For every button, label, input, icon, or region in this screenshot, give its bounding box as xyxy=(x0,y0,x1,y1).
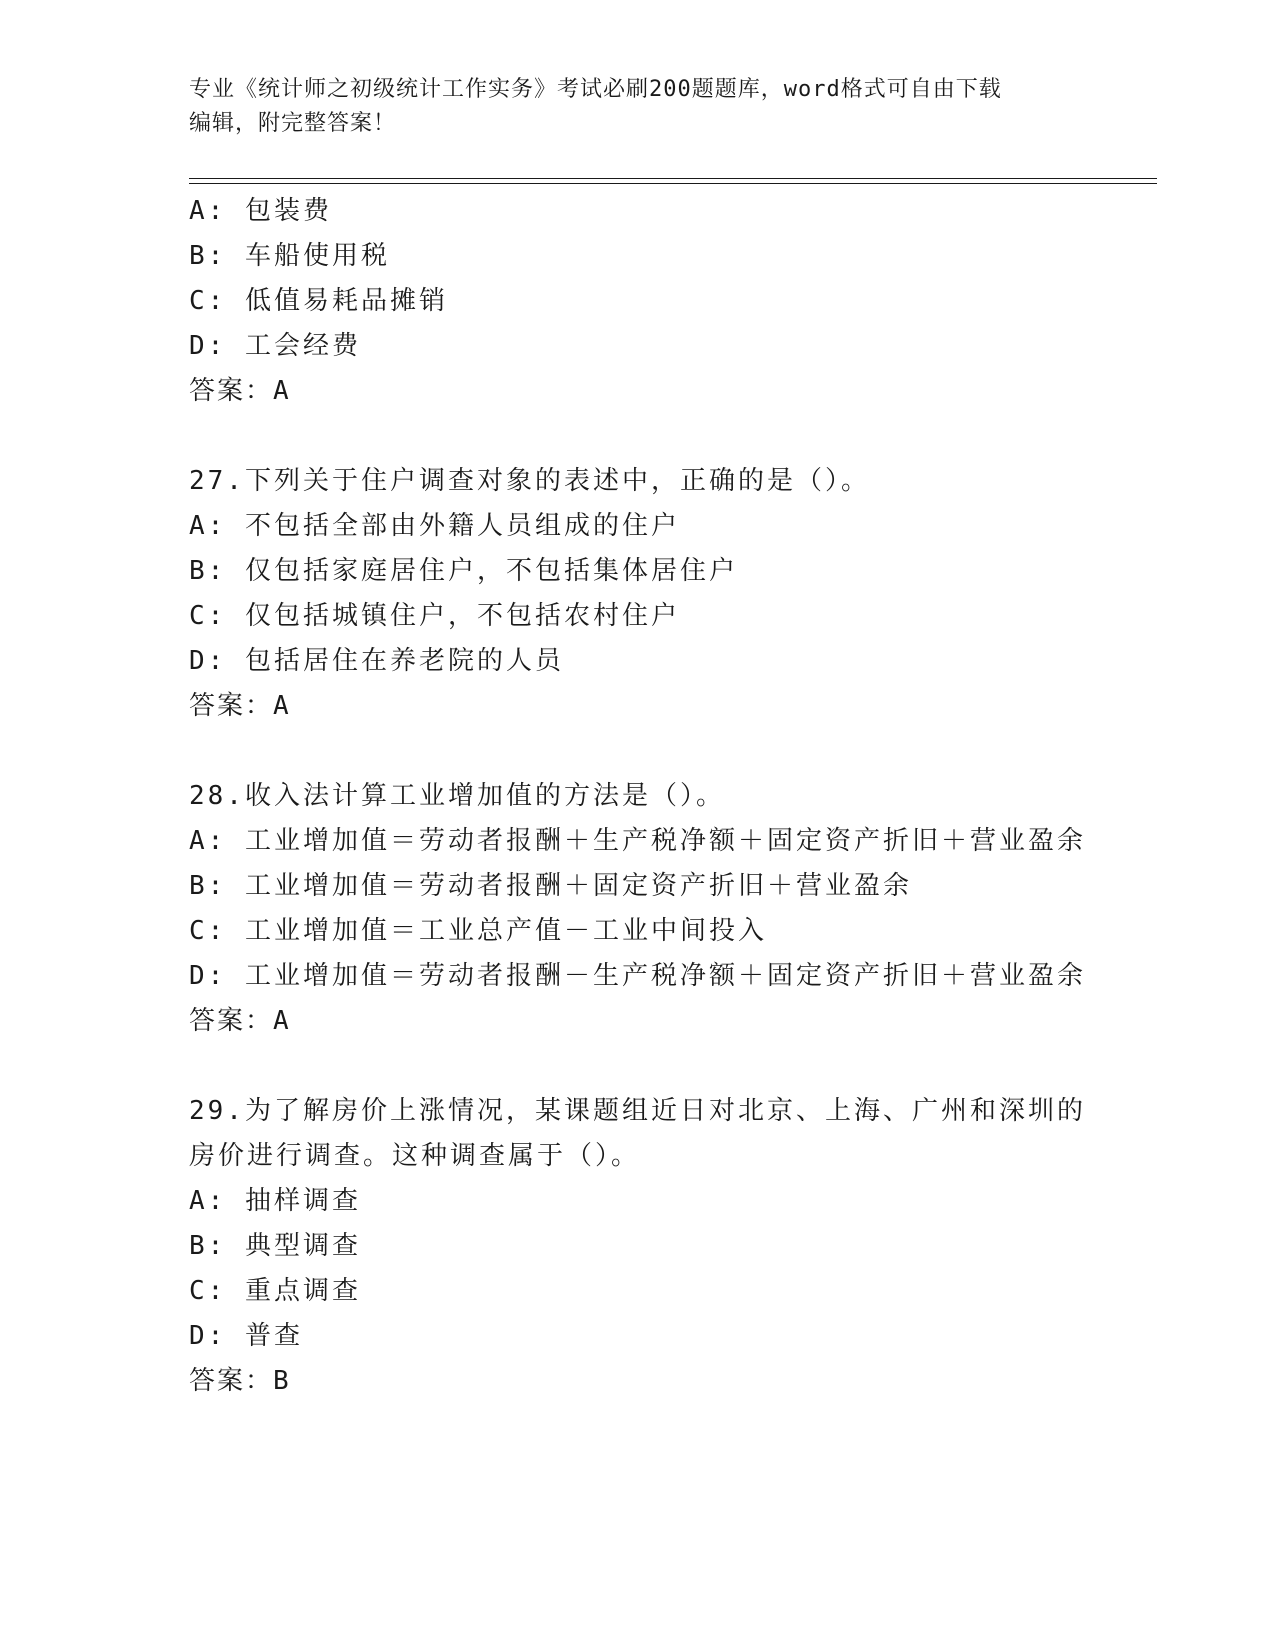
document-header xyxy=(189,73,1069,141)
q26-option-b: B: 车船使用税 xyxy=(189,241,390,271)
q26-option-c: C: 低值易耗品摊销 xyxy=(189,286,448,316)
q26-answer-label: 答案： xyxy=(189,376,274,406)
q27-answer xyxy=(189,689,291,723)
q27-answer-value: A xyxy=(273,691,291,721)
q28-option-a: A: 工业增加值＝劳动者报酬＋生产税净额＋固定资产折旧＋营业盈余 xyxy=(189,826,1086,856)
q28-answer-value: A xyxy=(273,1006,291,1036)
q29-option-c: C: 重点调查 xyxy=(189,1276,361,1306)
q27-answer-label: 答案： xyxy=(189,691,274,721)
q27-option-b: B: 仅包括家庭居住户，不包括集体居住户 xyxy=(189,556,738,586)
q28-answer-label: 答案： xyxy=(189,1006,274,1036)
q27-option-a: A: 不包括全部由外籍人员组成的住户 xyxy=(189,511,680,541)
q29-option-b: B: 典型调查 xyxy=(189,1231,361,1261)
header-line-2: 编辑，附完整答案！ xyxy=(189,111,397,136)
q26-option-d: D: 工会经费 xyxy=(189,331,361,361)
q29-option-d: D: 普查 xyxy=(189,1321,303,1351)
q26-option-a: A: 包装费 xyxy=(189,196,332,226)
q29-stem-line-1: 29.为了解房价上涨情况，某课题组近日对北京、上海、广州和深圳的 xyxy=(189,1096,1086,1126)
q28-answer xyxy=(189,1004,291,1038)
q29-option-a: A: 抽样调查 xyxy=(189,1186,361,1216)
q28-option-b: B: 工业增加值＝劳动者报酬＋固定资产折旧＋营业盈余 xyxy=(189,871,912,901)
q29-answer-value: B xyxy=(273,1366,291,1396)
q28-option-c: C: 工业增加值＝工业总产值－工业中间投入 xyxy=(189,916,767,946)
header-rule-bottom xyxy=(189,183,1157,184)
q26-answer xyxy=(189,374,291,408)
q29-stem-line-2: 房价进行调查。这种调查属于（）。 xyxy=(189,1141,641,1171)
q27-option-d: D: 包括居住在养老院的人员 xyxy=(189,646,564,676)
header-rule-top xyxy=(189,178,1157,179)
header-line-1: 专业《统计师之初级统计工作实务》考试必刷200题题库，word格式可自由下载 xyxy=(189,77,1002,102)
q26-answer-value: A xyxy=(273,376,291,406)
q29-answer-label: 答案： xyxy=(189,1366,274,1396)
q28-option-d: D: 工业增加值＝劳动者报酬－生产税净额＋固定资产折旧＋营业盈余 xyxy=(189,961,1086,991)
q27-stem: 27.下列关于住户调查对象的表述中，正确的是（）。 xyxy=(189,466,870,496)
q28-stem: 28.收入法计算工业增加值的方法是（）。 xyxy=(189,781,725,811)
q29-answer xyxy=(189,1364,291,1398)
q27-option-c: C: 仅包括城镇住户，不包括农村住户 xyxy=(189,601,680,631)
